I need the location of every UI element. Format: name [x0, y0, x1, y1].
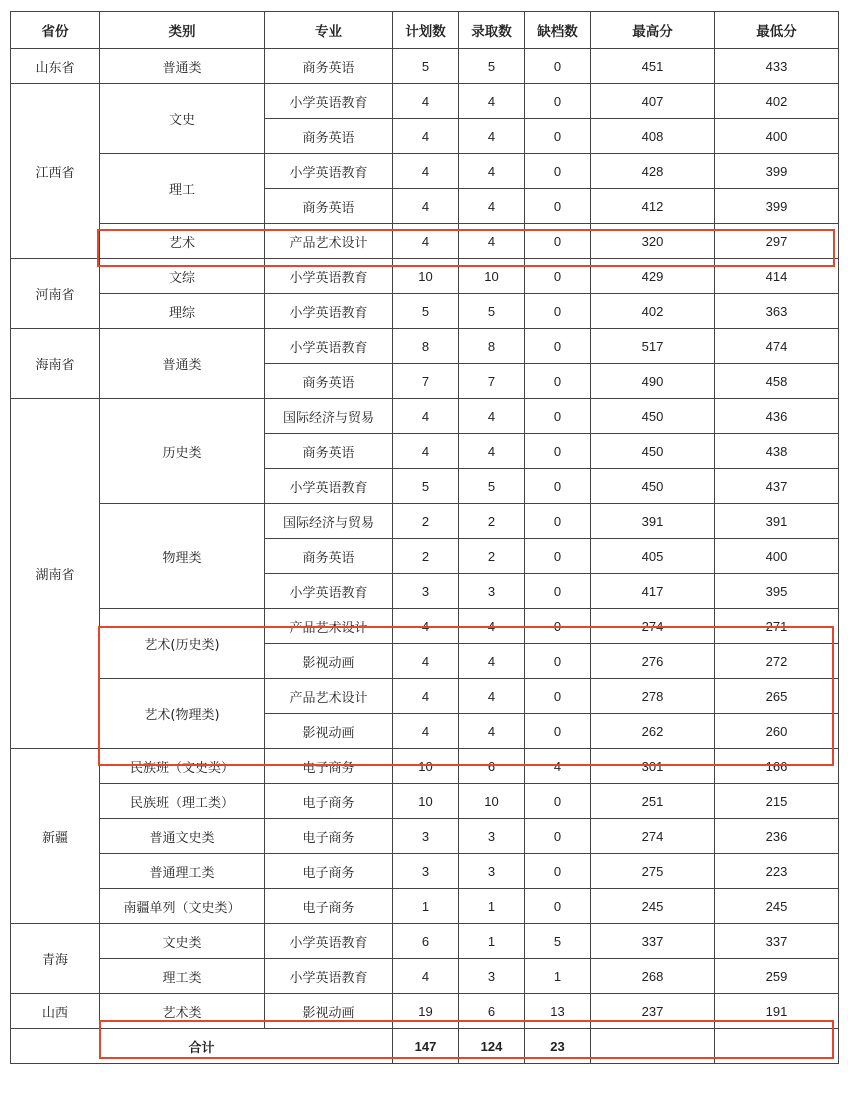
table-row: [11, 329, 839, 364]
max-score-cell: 251: [591, 784, 715, 819]
plan-cell: 2: [393, 504, 459, 539]
province-cell: 山西: [11, 994, 100, 1029]
major-cell: 小学英语教育: [265, 259, 393, 294]
max-score-cell: 278: [591, 679, 715, 714]
plan-cell: 4: [393, 679, 459, 714]
max-score-cell: 429: [591, 259, 715, 294]
major-cell: 小学英语教育: [265, 469, 393, 504]
table-row: [11, 819, 839, 854]
total-max-score: [591, 1029, 715, 1064]
total-min-score: [715, 1029, 839, 1064]
min-score-cell: 474: [715, 329, 839, 364]
admitted-cell: 4: [459, 84, 525, 119]
major-cell: 电子商务: [265, 784, 393, 819]
max-score-cell: 268: [591, 959, 715, 994]
shortfall-cell: 0: [525, 819, 591, 854]
category-cell: 文综: [100, 259, 265, 294]
table-row: [11, 224, 839, 259]
category-cell: 理工: [100, 154, 265, 224]
min-score-cell: 265: [715, 679, 839, 714]
table-row: [11, 959, 839, 994]
category-cell: 南疆单列（文史类）: [100, 889, 265, 924]
min-score-cell: 259: [715, 959, 839, 994]
major-cell: 商务英语: [265, 49, 393, 84]
total-row: [11, 1029, 839, 1064]
table-row: [11, 504, 839, 539]
province-cell: 青海: [11, 924, 100, 994]
admitted-cell: 4: [459, 609, 525, 644]
min-score-cell: 399: [715, 189, 839, 224]
min-score-cell: 400: [715, 119, 839, 154]
min-score-cell: 297: [715, 224, 839, 259]
admitted-cell: 5: [459, 49, 525, 84]
category-cell: 艺术类: [100, 994, 265, 1029]
category-cell: 历史类: [100, 399, 265, 504]
max-score-cell: 408: [591, 119, 715, 154]
table-row: [11, 679, 839, 714]
plan-cell: 3: [393, 854, 459, 889]
major-cell: 商务英语: [265, 364, 393, 399]
admitted-cell: 3: [459, 819, 525, 854]
min-score-cell: 245: [715, 889, 839, 924]
major-cell: 影视动画: [265, 994, 393, 1029]
max-score-cell: 276: [591, 644, 715, 679]
plan-cell: 4: [393, 84, 459, 119]
header-major: 专业: [265, 12, 393, 49]
category-cell: 民族班（文史类）: [100, 749, 265, 784]
category-cell: 普通类: [100, 329, 265, 399]
category-cell: 理综: [100, 294, 265, 329]
admitted-cell: 4: [459, 189, 525, 224]
category-cell: 物理类: [100, 504, 265, 609]
table-row: [11, 609, 839, 644]
min-score-cell: 236: [715, 819, 839, 854]
min-score-cell: 438: [715, 434, 839, 469]
admitted-cell: 4: [459, 399, 525, 434]
header-plan: 计划数: [393, 12, 459, 49]
shortfall-cell: 0: [525, 609, 591, 644]
header-category: 类别: [100, 12, 265, 49]
major-cell: 电子商务: [265, 819, 393, 854]
category-cell: 普通类: [100, 49, 265, 84]
major-cell: 国际经济与贸易: [265, 504, 393, 539]
major-cell: 小学英语教育: [265, 154, 393, 189]
plan-cell: 8: [393, 329, 459, 364]
plan-cell: 4: [393, 119, 459, 154]
major-cell: 小学英语教育: [265, 329, 393, 364]
admitted-cell: 4: [459, 154, 525, 189]
major-cell: 产品艺术设计: [265, 609, 393, 644]
max-score-cell: 428: [591, 154, 715, 189]
category-cell: 文史类: [100, 924, 265, 959]
plan-cell: 4: [393, 644, 459, 679]
plan-cell: 4: [393, 154, 459, 189]
min-score-cell: 272: [715, 644, 839, 679]
plan-cell: 4: [393, 609, 459, 644]
province-cell: 河南省: [11, 259, 100, 329]
shortfall-cell: 0: [525, 224, 591, 259]
major-cell: 影视动画: [265, 644, 393, 679]
min-score-cell: 414: [715, 259, 839, 294]
major-cell: 电子商务: [265, 889, 393, 924]
max-score-cell: 237: [591, 994, 715, 1029]
total-admitted: 124: [459, 1029, 525, 1064]
max-score-cell: 262: [591, 714, 715, 749]
header-max-score: 最高分: [591, 12, 715, 49]
shortfall-cell: 0: [525, 49, 591, 84]
shortfall-cell: 0: [525, 154, 591, 189]
shortfall-cell: 0: [525, 679, 591, 714]
shortfall-cell: 0: [525, 784, 591, 819]
shortfall-cell: 0: [525, 469, 591, 504]
province-cell: 江西省: [11, 84, 100, 259]
max-score-cell: 391: [591, 504, 715, 539]
plan-cell: 1: [393, 889, 459, 924]
admitted-cell: 5: [459, 294, 525, 329]
plan-cell: 2: [393, 539, 459, 574]
province-cell: 海南省: [11, 329, 100, 399]
plan-cell: 7: [393, 364, 459, 399]
max-score-cell: 490: [591, 364, 715, 399]
min-score-cell: 400: [715, 539, 839, 574]
shortfall-cell: 0: [525, 574, 591, 609]
province-cell: 湖南省: [11, 399, 100, 749]
total-shortfall: 23: [525, 1029, 591, 1064]
table-row: [11, 924, 839, 959]
admitted-cell: 4: [459, 714, 525, 749]
max-score-cell: 450: [591, 399, 715, 434]
admitted-cell: 4: [459, 644, 525, 679]
shortfall-cell: 0: [525, 259, 591, 294]
plan-cell: 3: [393, 574, 459, 609]
major-cell: 国际经济与贸易: [265, 399, 393, 434]
major-cell: 小学英语教育: [265, 924, 393, 959]
table-row: [11, 994, 839, 1029]
admission-score-table: [10, 11, 839, 1064]
max-score-cell: 407: [591, 84, 715, 119]
admitted-cell: 1: [459, 889, 525, 924]
max-score-cell: 450: [591, 434, 715, 469]
major-cell: 电子商务: [265, 749, 393, 784]
max-score-cell: 274: [591, 819, 715, 854]
major-cell: 商务英语: [265, 539, 393, 574]
table-body: [11, 49, 839, 1029]
max-score-cell: 405: [591, 539, 715, 574]
admission-table-container: [10, 11, 839, 1064]
min-score-cell: 458: [715, 364, 839, 399]
plan-cell: 5: [393, 294, 459, 329]
admitted-cell: 2: [459, 539, 525, 574]
category-cell: 文史: [100, 84, 265, 154]
total-plan: 147: [393, 1029, 459, 1064]
plan-cell: 10: [393, 784, 459, 819]
shortfall-cell: 0: [525, 119, 591, 154]
min-score-cell: 437: [715, 469, 839, 504]
major-cell: 商务英语: [265, 189, 393, 224]
max-score-cell: 275: [591, 854, 715, 889]
major-cell: 产品艺术设计: [265, 679, 393, 714]
admitted-cell: 10: [459, 259, 525, 294]
major-cell: 小学英语教育: [265, 84, 393, 119]
min-score-cell: 402: [715, 84, 839, 119]
table-row: [11, 49, 839, 84]
header-min-score: 最低分: [715, 12, 839, 49]
min-score-cell: 223: [715, 854, 839, 889]
min-score-cell: 271: [715, 609, 839, 644]
max-score-cell: 517: [591, 329, 715, 364]
admitted-cell: 4: [459, 434, 525, 469]
max-score-cell: 412: [591, 189, 715, 224]
table-row: [11, 784, 839, 819]
admitted-cell: 3: [459, 574, 525, 609]
table-row: [11, 889, 839, 924]
max-score-cell: 301: [591, 749, 715, 784]
plan-cell: 4: [393, 434, 459, 469]
min-score-cell: 436: [715, 399, 839, 434]
max-score-cell: 450: [591, 469, 715, 504]
table-row: [11, 749, 839, 784]
shortfall-cell: 0: [525, 329, 591, 364]
category-cell: 普通理工类: [100, 854, 265, 889]
admitted-cell: 3: [459, 959, 525, 994]
admitted-cell: 4: [459, 224, 525, 259]
major-cell: 电子商务: [265, 854, 393, 889]
shortfall-cell: 0: [525, 539, 591, 574]
plan-cell: 19: [393, 994, 459, 1029]
shortfall-cell: 0: [525, 714, 591, 749]
table-row: [11, 259, 839, 294]
shortfall-cell: 1: [525, 959, 591, 994]
max-score-cell: 402: [591, 294, 715, 329]
min-score-cell: 191: [715, 994, 839, 1029]
plan-cell: 4: [393, 959, 459, 994]
header-province: 省份: [11, 12, 100, 49]
major-cell: 小学英语教育: [265, 574, 393, 609]
major-cell: 商务英语: [265, 119, 393, 154]
shortfall-cell: 0: [525, 399, 591, 434]
shortfall-cell: 0: [525, 644, 591, 679]
max-score-cell: 337: [591, 924, 715, 959]
major-cell: 小学英语教育: [265, 294, 393, 329]
min-score-cell: 215: [715, 784, 839, 819]
plan-cell: 3: [393, 819, 459, 854]
plan-cell: 10: [393, 259, 459, 294]
category-cell: 艺术(历史类): [100, 609, 265, 679]
header-row: [11, 12, 839, 49]
major-cell: 产品艺术设计: [265, 224, 393, 259]
province-cell: 山东省: [11, 49, 100, 84]
plan-cell: 4: [393, 224, 459, 259]
min-score-cell: 395: [715, 574, 839, 609]
max-score-cell: 274: [591, 609, 715, 644]
shortfall-cell: 0: [525, 434, 591, 469]
plan-cell: 5: [393, 469, 459, 504]
shortfall-cell: 0: [525, 504, 591, 539]
min-score-cell: 391: [715, 504, 839, 539]
admitted-cell: 4: [459, 119, 525, 154]
major-cell: 影视动画: [265, 714, 393, 749]
shortfall-cell: 0: [525, 189, 591, 224]
province-cell: 新疆: [11, 749, 100, 924]
min-score-cell: 363: [715, 294, 839, 329]
admitted-cell: 8: [459, 329, 525, 364]
admitted-cell: 10: [459, 784, 525, 819]
shortfall-cell: 5: [525, 924, 591, 959]
shortfall-cell: 0: [525, 854, 591, 889]
table-row: [11, 854, 839, 889]
shortfall-cell: 4: [525, 749, 591, 784]
shortfall-cell: 0: [525, 294, 591, 329]
admitted-cell: 4: [459, 679, 525, 714]
table-row: [11, 294, 839, 329]
admitted-cell: 1: [459, 924, 525, 959]
category-cell: 民族班（理工类）: [100, 784, 265, 819]
shortfall-cell: 13: [525, 994, 591, 1029]
admitted-cell: 6: [459, 994, 525, 1029]
admitted-cell: 5: [459, 469, 525, 504]
plan-cell: 4: [393, 399, 459, 434]
plan-cell: 5: [393, 49, 459, 84]
table-row: [11, 84, 839, 119]
plan-cell: 4: [393, 189, 459, 224]
admitted-cell: 7: [459, 364, 525, 399]
header-shortfall: 缺档数: [525, 12, 591, 49]
shortfall-cell: 0: [525, 84, 591, 119]
plan-cell: 4: [393, 714, 459, 749]
admitted-cell: 6: [459, 749, 525, 784]
plan-cell: 10: [393, 749, 459, 784]
max-score-cell: 320: [591, 224, 715, 259]
header-admitted: 录取数: [459, 12, 525, 49]
max-score-cell: 451: [591, 49, 715, 84]
min-score-cell: 399: [715, 154, 839, 189]
min-score-cell: 337: [715, 924, 839, 959]
min-score-cell: 260: [715, 714, 839, 749]
plan-cell: 6: [393, 924, 459, 959]
table-row: [11, 154, 839, 189]
shortfall-cell: 0: [525, 889, 591, 924]
admitted-cell: 2: [459, 504, 525, 539]
shortfall-cell: 0: [525, 364, 591, 399]
category-cell: 理工类: [100, 959, 265, 994]
category-cell: 艺术(物理类): [100, 679, 265, 749]
total-label: 合计: [11, 1029, 393, 1064]
max-score-cell: 417: [591, 574, 715, 609]
min-score-cell: 166: [715, 749, 839, 784]
major-cell: 商务英语: [265, 434, 393, 469]
category-cell: 普通文史类: [100, 819, 265, 854]
category-cell: 艺术: [100, 224, 265, 259]
max-score-cell: 245: [591, 889, 715, 924]
table-row: [11, 399, 839, 434]
min-score-cell: 433: [715, 49, 839, 84]
admitted-cell: 3: [459, 854, 525, 889]
major-cell: 小学英语教育: [265, 959, 393, 994]
